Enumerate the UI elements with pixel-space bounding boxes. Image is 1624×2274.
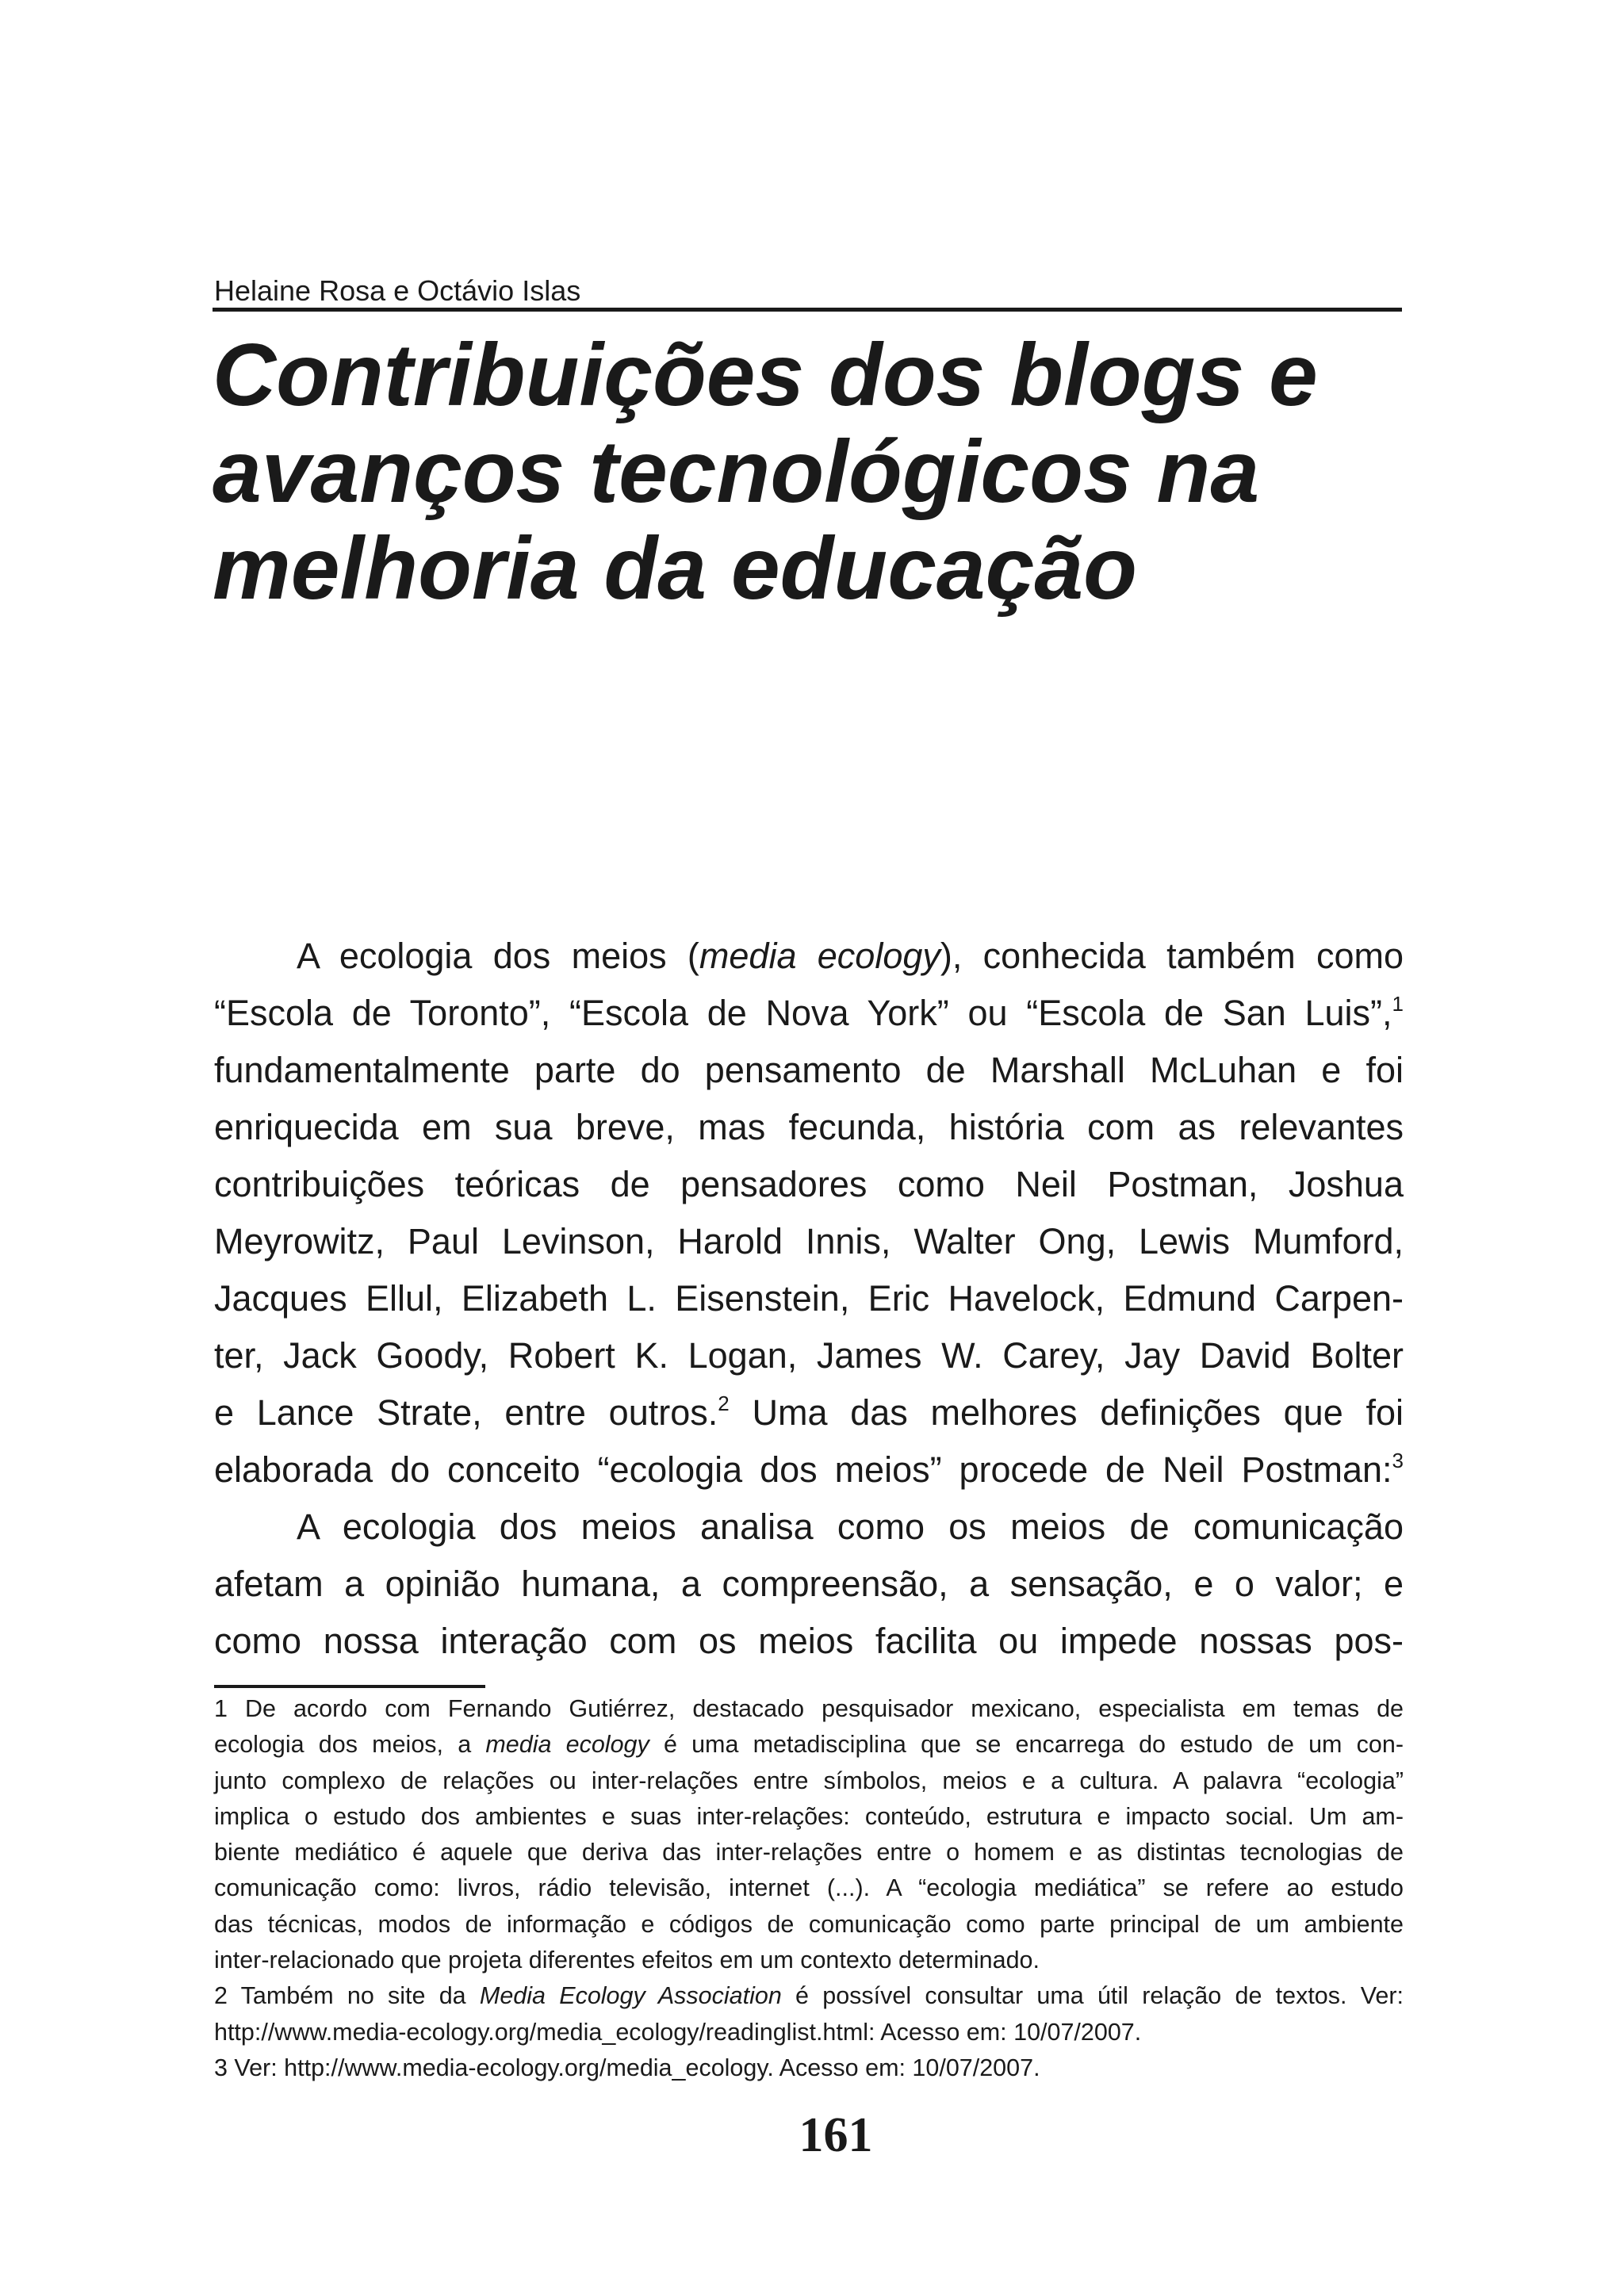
footnote-line: 3 Ver: http://www.media-ecology.org/media_ecology. Acesso em: 10/07/2007.: [214, 2054, 1040, 2081]
italic-term: media ecology: [699, 936, 940, 976]
body-text: [214, 928, 1404, 1670]
footnote-line: http://www.media-ecology.org/media_ecology/readinglist.html: Acesso em: 10/07/2007.: [214, 2018, 1142, 2046]
page-number: 161: [799, 2108, 873, 2162]
footnote-line: implica o estudo dos ambientes e suas inter-relações: conteúdo, estrutura e impacto social. Um am-: [214, 1802, 1404, 1830]
text-run: ecologia dos meios, a: [214, 1731, 486, 1759]
footnote-line: 1 De acordo com Fernando Gutiérrez, destacado pesquisador mexicano, especialista em temas de: [214, 1695, 1404, 1722]
chapter-title: [213, 327, 1418, 617]
italic-term: media ecology: [485, 1731, 649, 1759]
chapter-title-line: avanços tecnológicos na: [213, 423, 1260, 521]
footnote-ref[interactable]: 2: [718, 1392, 730, 1415]
footnote-ref[interactable]: 1: [1392, 992, 1404, 1016]
body-line: [214, 1384, 1404, 1441]
header-rule: [213, 308, 1402, 312]
footnote-line: [214, 1727, 1404, 1763]
running-header-author: Helaine Rosa e Octávio Islas: [214, 274, 581, 307]
text-run: Uma das melhores definições que foi: [729, 1392, 1404, 1433]
body-line: [214, 1441, 1404, 1499]
footnote-ref[interactable]: 3: [1392, 1449, 1404, 1472]
footnote-rule: [214, 1685, 485, 1688]
text-run: elaborada do conceito “ecologia dos meios” procede de Neil Postman:: [214, 1449, 1392, 1490]
body-line: [214, 985, 1404, 1042]
body-line: ter, Jack Goody, Robert K. Logan, James W. Carey, Jay David Bolter: [214, 1335, 1404, 1376]
chapter-title-line: melhoria da educação: [213, 519, 1137, 618]
body-line: Meyrowitz, Paul Levinson, Harold Innis, Walter Ong, Lewis Mumford,: [214, 1221, 1404, 1261]
footnote-line: inter-relacionado que projeta diferentes efeitos em um contexto determinado.: [214, 1947, 1040, 1974]
footnote-line: [214, 1978, 1404, 2014]
italic-term: Media Ecology Association: [479, 1982, 782, 2010]
text-run: e Lance Strate, entre outros.: [214, 1392, 718, 1433]
footnotes: [214, 1691, 1404, 2086]
body-line: fundamentalmente parte do pensamento de Marshall McLuhan e foi: [214, 1050, 1404, 1090]
text-run: é possível consultar uma útil relação de textos. Ver:: [781, 1982, 1404, 2010]
body-line: A ecologia dos meios analisa como os meios de comunicação: [297, 1506, 1404, 1547]
footnote-line: das técnicas, modos de informação e códigos de comunicação como parte principal de um ambiente: [214, 1910, 1404, 1938]
body-line: Jacques Ellul, Elizabeth L. Eisenstein, Eric Havelock, Edmund Carpen-: [214, 1278, 1404, 1319]
body-line: como nossa interação com os meios facilita ou impede nossas pos-: [214, 1621, 1404, 1661]
body-line: [214, 928, 1404, 985]
footnote-line: junto complexo de relações ou inter-relações entre símbolos, meios e a cultura. A palavra “ecologia”: [214, 1767, 1404, 1794]
text-run: ), conhecida também como: [940, 936, 1404, 976]
body-line: contribuições teóricas de pensadores como Neil Postman, Joshua: [214, 1164, 1404, 1204]
text-run: é uma metadisciplina que se encarrega do estudo de um con-: [649, 1731, 1404, 1759]
text-run: A ecologia dos meios (: [297, 936, 699, 976]
footnote-line: biente mediático é aquele que deriva das inter-relações entre o homem e as distintas tecnologias de: [214, 1839, 1404, 1866]
body-line: afetam a opinião humana, a compreensão, a sensação, e o valor; e: [214, 1564, 1404, 1604]
body-line: enriquecida em sua breve, mas fecunda, história com as relevantes: [214, 1107, 1404, 1147]
text-run: “Escola de Toronto”, “Escola de Nova York” ou “Escola de San Luis”,: [214, 993, 1392, 1033]
chapter-title-line: Contribuições dos blogs e: [213, 326, 1318, 424]
text-run: 2 Também no site da: [214, 1982, 480, 2010]
footnote-line: comunicação como: livros, rádio televisão, internet (...). A “ecologia mediática” se refere ao estudo: [214, 1874, 1404, 1902]
